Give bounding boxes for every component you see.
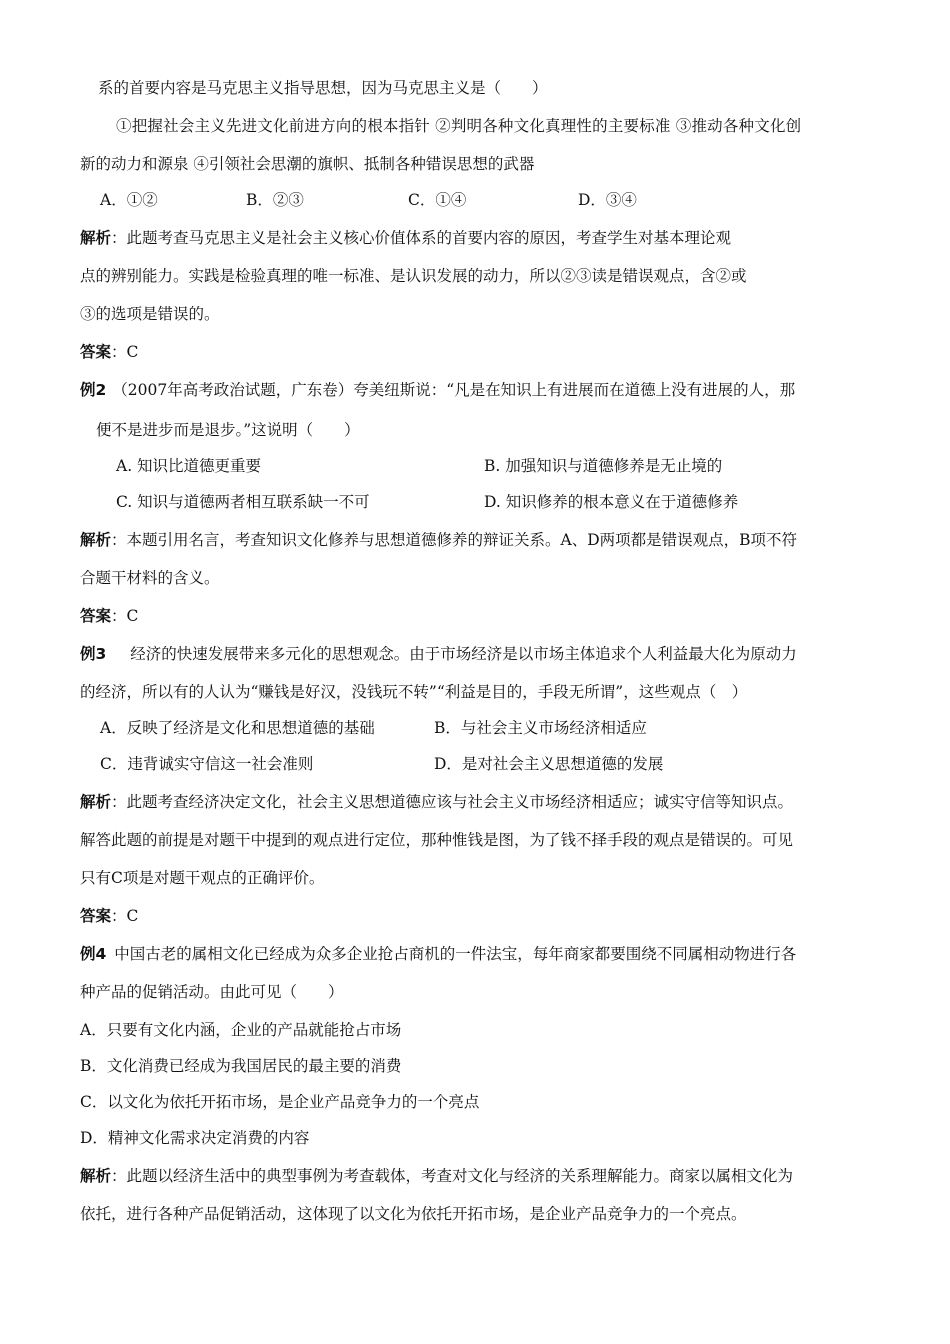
q4-option-a: A．只要有文化内涵，企业的产品就能抢占市场	[80, 1021, 402, 1039]
analysis-label: 解析	[80, 793, 112, 811]
q3-analysis-line2: 解答此题的前提是对题干中提到的观点进行定位，那种惟钱是图，为了钱不择手段的观点是错误的。可见	[80, 831, 794, 849]
q1-answer	[80, 342, 138, 362]
q3-option-c: C．违背诚实守信这一社会准则	[100, 755, 314, 773]
analysis-text: ：此题考查马克思主义是社会主义核心价值体系的首要内容的原因，考查学生对基本理论观	[111, 229, 732, 247]
analysis-text: ：本题引用名言，考查知识文化修养与思想道德修养的辩证关系。A、D两项都是错误观点，B项不符	[111, 531, 798, 549]
q2-option-b: B. 加强知识与道德修养是无止境的	[484, 457, 723, 475]
q2-option-a: A. 知识比道德更重要	[116, 457, 262, 475]
q3-option-b: B．与社会主义市场经济相适应	[434, 719, 647, 737]
q3-option-d: D．是对社会主义思想道德的发展	[434, 755, 664, 773]
q1-items-line2: 新的动力和源泉 ④引领社会思潮的旗帜、抵制各种错误思想的武器	[80, 155, 535, 173]
q2-analysis-line1	[80, 530, 797, 550]
q2-stem-line1	[80, 380, 795, 400]
analysis-label: 解析	[80, 531, 112, 549]
analysis-text: ：此题考查经济决定文化，社会主义思想道德应该与社会主义市场经济相适应；诚实守信等知识点。	[111, 793, 794, 811]
q2-option-c: C. 知识与道德两者相互联系缺一不可	[116, 493, 370, 511]
q1-analysis-line1	[80, 228, 731, 248]
q1-option-a: A．①②	[100, 191, 158, 209]
q3-analysis-line3: 只有C项是对题干观点的正确评价。	[80, 869, 325, 887]
question-label: 例4	[80, 945, 107, 963]
q1-option-c: C．①④	[408, 191, 467, 209]
q2-stem-line2: 便不是进步而是退步。”这说明（ ）	[96, 421, 360, 439]
q3-analysis-line1	[80, 792, 793, 812]
q1-items-line1: ①把握社会主义先进文化前进方向的根本指针 ②判明各种文化真理性的主要标准 ③推动各种文化创	[116, 117, 802, 135]
answer-value: ：C	[111, 907, 139, 925]
question-text: 中国古老的属相文化已经成为众多企业抢占商机的一件法宝，每年商家都要围绕不同属相动物进行各	[114, 945, 797, 963]
q1-analysis-line3: ③的选项是错误的。	[80, 305, 220, 323]
q4-option-b: B．文化消费已经成为我国居民的最主要的消费	[80, 1057, 402, 1075]
q3-answer	[80, 906, 138, 926]
q2-option-d: D. 知识修养的根本意义在于道德修养	[484, 493, 739, 511]
q3-stem-line1	[80, 644, 797, 664]
q4-option-d: D．精神文化需求决定消费的内容	[80, 1129, 310, 1147]
q3-option-a: A．反映了经济是文化和思想道德的基础	[100, 719, 375, 737]
analysis-text: ：此题以经济生活中的典型事例为考查载体，考查对文化与经济的关系理解能力。商家以属相文化为	[111, 1167, 794, 1185]
q4-analysis-line1	[80, 1166, 793, 1186]
q1-analysis-line2: 点的辨别能力。实践是检验真理的唯一标准、是认识发展的动力，所以②③读是错误观点，含②或	[80, 267, 747, 285]
q4-stem-line2: 种产品的促销活动。由此可见（ ）	[80, 983, 344, 1001]
question-label: 例2	[80, 381, 107, 399]
answer-label: 答案	[80, 907, 112, 925]
q1-option-d: D．③④	[578, 191, 637, 209]
question-text: （2007年高考政治试题，广东卷）夸美纽斯说：“凡是在知识上有进展而在道德上没有进展的人，那	[112, 381, 796, 399]
analysis-label: 解析	[80, 1167, 112, 1185]
analysis-label: 解析	[80, 229, 112, 247]
q1-option-b: B．②③	[246, 191, 304, 209]
answer-value: ：C	[111, 343, 139, 361]
q2-analysis-line2: 合题干材料的含义。	[80, 569, 220, 587]
q1-stem-tail: 系的首要内容是马克思主义指导思想，因为马克思主义是（ ）	[98, 79, 548, 97]
q4-option-c: C．以文化为依托开拓市场，是企业产品竞争力的一个亮点	[80, 1093, 480, 1111]
q4-analysis-line2: 依托，进行各种产品促销活动，这体现了以文化为依托开拓市场，是企业产品竞争力的一个亮点。	[80, 1205, 747, 1223]
q2-answer	[80, 606, 138, 626]
question-text: 经济的快速发展带来多元化的思想观念。由于市场经济是以市场主体追求个人利益最大化为原动力	[130, 645, 797, 663]
answer-label: 答案	[80, 343, 112, 361]
question-label: 例3	[80, 645, 107, 663]
answer-value: ：C	[111, 607, 139, 625]
answer-label: 答案	[80, 607, 112, 625]
q3-stem-line2: 的经济，所以有的人认为“赚钱是好汉，没钱玩不转”“利益是目的，手段无所谓”，这些观点（ ）	[80, 683, 748, 701]
q4-stem-line1	[80, 944, 796, 964]
